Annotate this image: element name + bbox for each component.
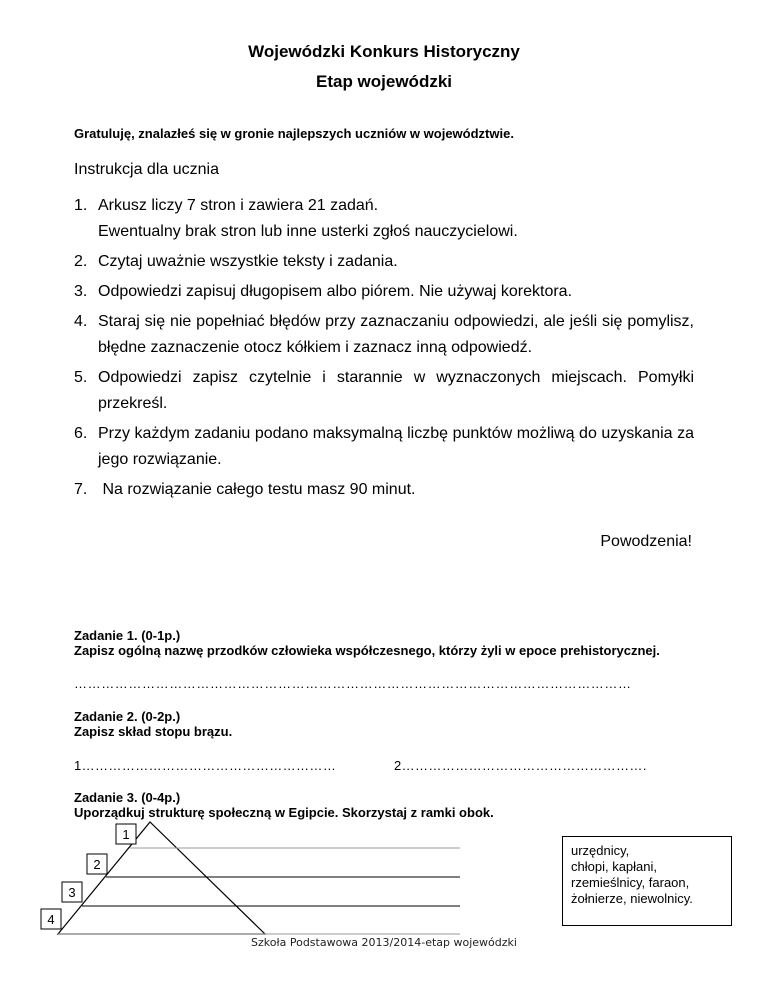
task-3-question: Uporządkuj strukturę społeczną w Egipcie. Skorzystaj z ramki obok.	[74, 805, 494, 820]
task-1-question: Zapisz ogólną nazwę przodków człowieka współczesnego, którzy żyli w epoce prehistorycznej.	[74, 643, 660, 658]
instruction-number: 1.	[74, 197, 88, 214]
pyramid-level-number: 2	[93, 857, 101, 872]
congratulations-text: Gratuluję, znalazłeś się w gronie najlepszych uczniów w województwie.	[74, 126, 514, 141]
task-2-answer-2[interactable]: 2……………………………………………….	[394, 758, 647, 773]
task-1-answer-line[interactable]: ……………………………………………………………………………………………………………	[74, 676, 632, 691]
task-1-header: Zadanie 1. (0-1p.)	[74, 628, 181, 643]
task-3-header: Zadanie 3. (0-4p.)	[74, 790, 181, 805]
options-line: żołnierze, niewolnicy.	[571, 891, 693, 906]
page-footer: Szkoła Podstawowa 2013/2014-etap wojewódzki	[251, 936, 517, 949]
options-line: rzemieślnicy, faraon,	[571, 875, 690, 890]
instruction-number: 2.	[74, 253, 88, 270]
pyramid-level-number: 1	[122, 827, 130, 842]
instruction-text: Odpowiedzi zapisz czytelnie i starannie w wyznaczonych miejscach. Pomyłki przekreśl.	[98, 369, 694, 412]
task-2-answer-1[interactable]: 1…………………………………………………	[74, 758, 337, 773]
pyramid-level-number: 3	[68, 885, 76, 900]
instruction-text: Arkusz liczy 7 stron i zawiera 21 zadań.	[98, 197, 379, 214]
instruction-text: Staraj się nie popełniać błędów przy zaznaczaniu odpowiedzi, ale jeśli się pomylisz, błędne zaznaczenie otocz kółkiem i zaznacz inną odpowiedź.	[98, 313, 694, 356]
options-line: urzędnicy,	[571, 843, 630, 858]
instruction-text: Przy każdym zadaniu podano maksymalną liczbę punktów możliwą do uzyskania za jego rozwiązanie.	[98, 425, 694, 468]
good-luck-text: Powodzenia!	[600, 533, 692, 550]
page-title: Wojewódzki Konkurs Historyczny	[248, 42, 520, 61]
instruction-number: 3.	[74, 283, 88, 300]
instruction-extra-text: Ewentualny brak stron lub inne usterki zgłoś nauczycielowi.	[98, 223, 518, 240]
pyramid-outline	[58, 822, 265, 934]
instructions-heading: Instrukcja dla ucznia	[74, 161, 219, 178]
answer-options-box	[562, 836, 732, 926]
instruction-text: Czytaj uważnie wszystkie teksty i zadania.	[98, 253, 398, 270]
instruction-number: 5.	[74, 369, 88, 386]
instruction-number: 4.	[74, 313, 88, 330]
page-subtitle: Etap wojewódzki	[315, 72, 453, 91]
options-line: chłopi, kapłani,	[571, 859, 657, 874]
instruction-number: 6.	[74, 425, 88, 442]
task-2-header: Zadanie 2. (0-2p.)	[74, 709, 181, 724]
instruction-number: 7.	[74, 481, 88, 498]
task-2-question: Zapisz skład stopu brązu.	[74, 724, 233, 739]
pyramid-level-number: 4	[47, 912, 55, 927]
instruction-text: Na rozwiązanie całego testu masz 90 minut.	[98, 481, 416, 498]
instruction-text: Odpowiedzi zapisuj długopisem albo piórem. Nie używaj korektora.	[98, 283, 573, 300]
